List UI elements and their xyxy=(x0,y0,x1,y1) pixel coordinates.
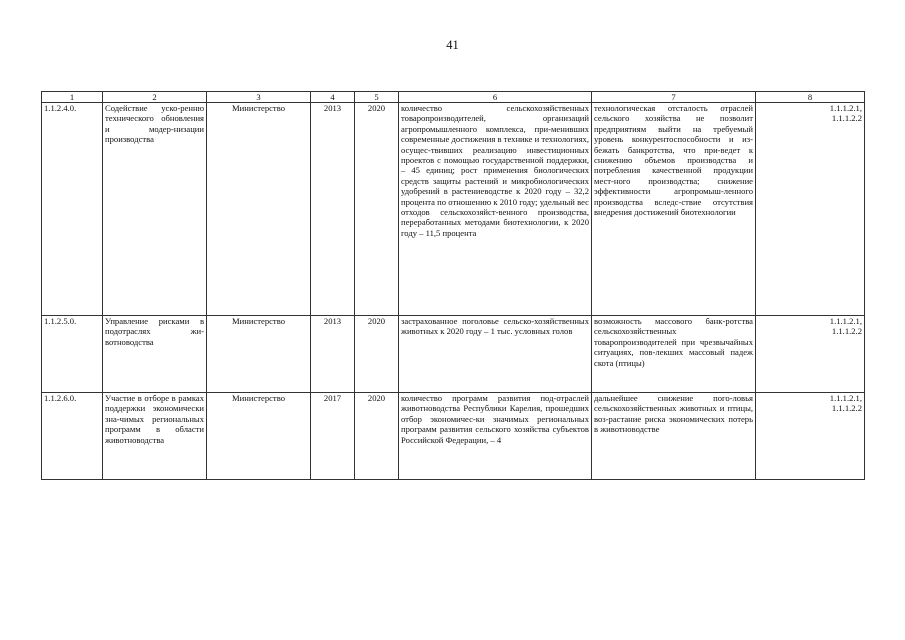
indicator-code: 1.1.1.2.2 xyxy=(831,326,862,337)
measure-consequences: технологическая отсталость отраслей сельского хозяйства не позволит предприятиям выйти на требуемый уровень конкурентоспособности и из-бежать банкротства, что при-ведет к снижению объемов производства и потребления качественной продукции мест-ного производства; снижение эффективности агропромыш-ленного производства вследс-ствие отсутствия внедрения достижений биотехнологии xyxy=(592,103,756,316)
measure-indicators xyxy=(756,393,865,480)
indicator-code: 1.1.1.2.1, xyxy=(829,103,862,113)
measure-consequences: возможность массового банк-ротства сельскохозяйственных товаропроизводителей при чрезвычайных ситуациях, пов-лекших массовый падеж скота (птицы) xyxy=(592,316,756,393)
measure-name: Участие в отборе в рамках поддержки экономически зна-чимых региональных программ в области животноводства xyxy=(103,393,207,480)
measure-indicators xyxy=(756,316,865,393)
indicator-code: 1.1.1.2.2 xyxy=(831,113,862,124)
measure-consequences: дальнейшее снижение пого-ловья сельскохозяйственных животных и птицы, воз-растание риска экономических потерь в животноводстве xyxy=(592,393,756,480)
measure-name: Управление рисками в подотраслях жи-вотноводства xyxy=(103,316,207,393)
header-cell: 5 xyxy=(355,92,399,103)
table-row xyxy=(42,316,865,393)
measure-name: Содействие уско-ренню технического обновления и модер-низации производства xyxy=(103,103,207,316)
measure-executor: Министерство xyxy=(207,316,311,393)
table-row xyxy=(42,393,865,480)
measure-end-year: 2020 xyxy=(355,393,399,480)
measure-end-year: 2020 xyxy=(355,316,399,393)
measure-executor: Министерство xyxy=(207,103,311,316)
header-cell: 4 xyxy=(311,92,355,103)
measure-start-year: 2013 xyxy=(311,103,355,316)
header-row xyxy=(42,92,865,103)
header-cell: 7 xyxy=(592,92,756,103)
header-cell: 6 xyxy=(399,92,592,103)
indicator-code: 1.1.1.2.1, xyxy=(829,393,862,403)
table-row xyxy=(42,103,865,316)
measure-code: 1.1.2.6.0. xyxy=(42,393,103,480)
measure-expected-result: застрахованное поголовье сельско-хозяйственных животных к 2020 году – 1 тыс. условных голов xyxy=(399,316,592,393)
program-measures-table xyxy=(41,91,865,480)
measure-start-year: 2017 xyxy=(311,393,355,480)
header-cell: 1 xyxy=(42,92,103,103)
measure-code: 1.1.2.4.0. xyxy=(42,103,103,316)
measure-end-year: 2020 xyxy=(355,103,399,316)
measure-indicators xyxy=(756,103,865,316)
measure-code: 1.1.2.5.0. xyxy=(42,316,103,393)
page-number: 41 xyxy=(446,38,459,52)
measure-expected-result: количество сельскохозяйственных товаропроизводителей, организаций агропромышленного комплекса, при-менивших современные достижения в технике и технологиях, осущес-твивших реализацию инвестиционных проектов с помощью государственной поддержки, – 45 единиц; рост применения биологических средств защиты растений и микробиологических удобрений в растениеводстве к 2020 году – 32,2 процента по отношению к 2010 году; удельный вес отходов сельскохозяйст-венного производства, переработанных методами биотехнологии, к 2020 году – 11,5 процента xyxy=(399,103,592,316)
measure-expected-result: количество программ развития под-отраслей животноводства Республики Карелия, прошедших отбор экономичес-ки значимых региональных программ развития сельского хозяйства субъектов Российской Федерации, – 4 xyxy=(399,393,592,480)
measure-start-year: 2013 xyxy=(311,316,355,393)
indicator-code: 1.1.1.2.2 xyxy=(831,403,862,414)
measure-executor: Министерство xyxy=(207,393,311,480)
header-cell: 2 xyxy=(103,92,207,103)
indicator-code: 1.1.1.2.1, xyxy=(829,316,862,326)
header-cell: 3 xyxy=(207,92,311,103)
header-cell: 8 xyxy=(756,92,865,103)
